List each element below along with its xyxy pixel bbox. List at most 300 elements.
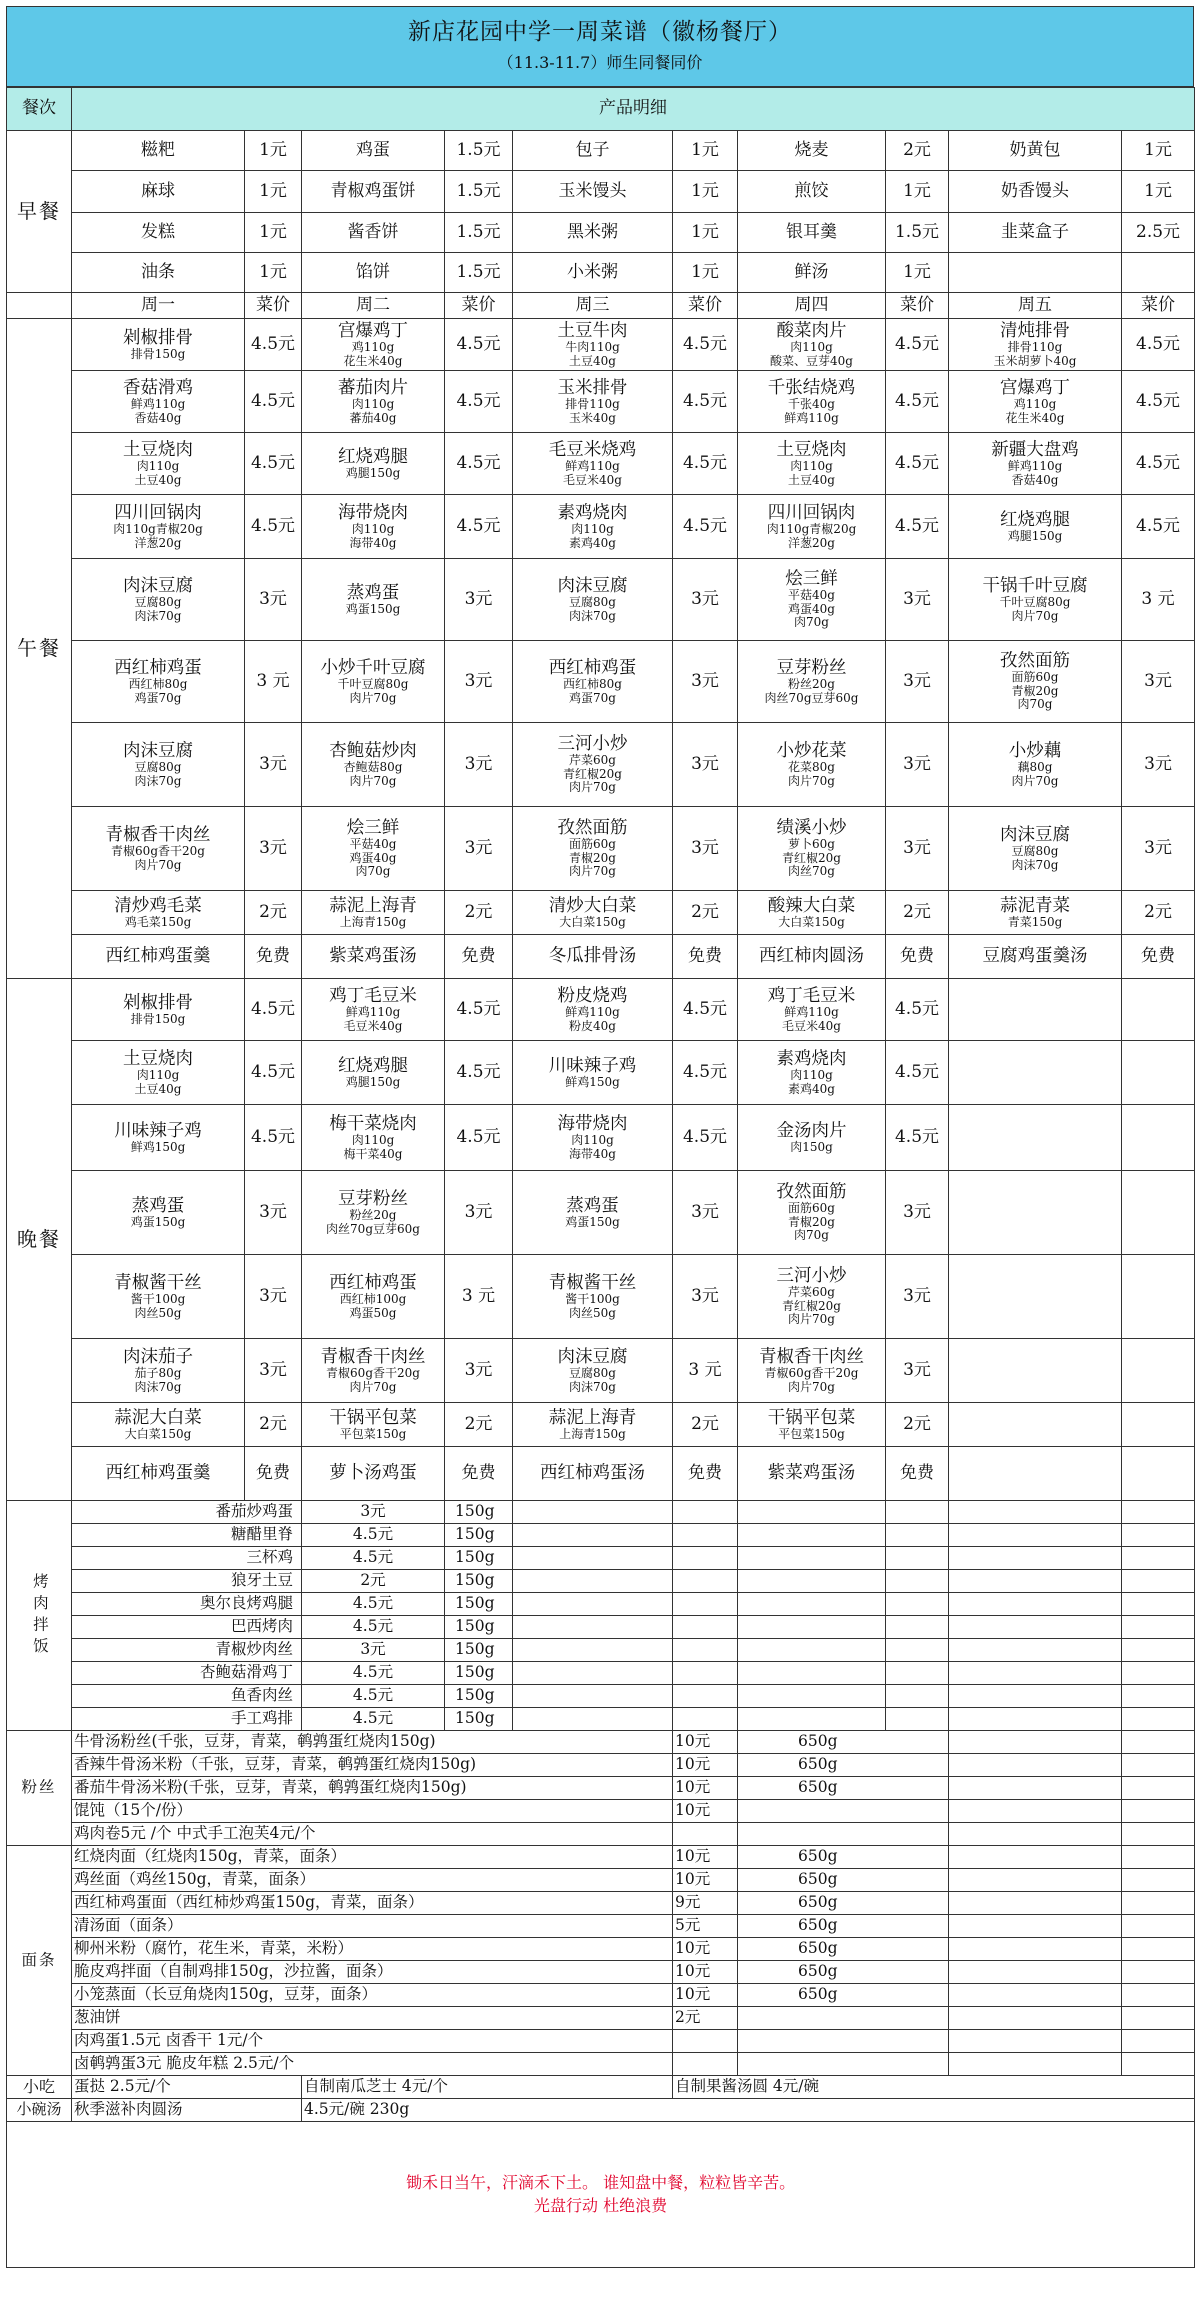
dish-ingredient: 肉110g [351,521,395,536]
dish-price: 3 元 [445,1255,513,1339]
dish-cell [72,433,245,495]
table-row [7,1754,1195,1777]
blank-cell [1122,1731,1195,1754]
dish-cell [302,1403,445,1447]
dish-name: 干锅平包菜 [767,1407,856,1428]
blank-cell [673,1593,738,1616]
dish-cell [513,935,673,979]
rice-item-weight: 150g [445,1685,513,1708]
menu-item-desc: 鸡肉卷5元 /个 中式手工泡芙4元/个 [72,1823,673,1846]
menu-item-weight: 650g [738,1754,949,1777]
dish-cell [949,495,1122,559]
dish-ingredient: 洋葱20g [134,535,182,550]
dish-ingredient: 肉丝70g豆芽60g [764,690,859,705]
menu-item-desc: 香辣牛骨汤米粉（千张，豆芽，青菜，鹌鹑蛋红烧肉150g) [72,1754,673,1777]
dish-ingredient: 土豆40g [569,353,616,368]
dish-name: 孜然面筋 [1000,650,1070,671]
blank-cell [1122,1041,1195,1105]
dish-name: 肉沫豆腐 [557,575,628,596]
dish-name: 素鸡烧肉 [557,502,628,523]
table-row [7,1616,1195,1639]
blank-cell [949,1892,1122,1915]
price-header: 菜价 [673,293,738,319]
dish-price: 4.5元 [886,319,949,371]
blank-cell [1122,2053,1195,2076]
dish-cell [302,979,445,1041]
blank-cell [1122,1524,1195,1547]
blank-cell [513,1570,673,1593]
table-row [7,1869,1195,1892]
menu-item-desc: 番茄牛骨汤米粉(千张，豆芽，青菜，鹌鹑蛋红烧肉150g) [72,1777,673,1800]
dish-name: 孜然面筋 [557,817,628,838]
blank-cell [1122,1339,1195,1403]
blank-cell [513,1708,673,1731]
blank-cell [1122,1570,1195,1593]
dish-price: 3 元 [1122,559,1195,641]
dish-name: 豆芽粉丝 [338,1188,408,1209]
menu-item-desc: 红烧肉面（红烧肉150g，青菜，面条） [72,1846,673,1869]
dish-name: 干锅平包菜 [329,1407,417,1428]
dish-ingredient: 大白菜150g [778,914,845,929]
rice-item-weight: 150g [445,1547,513,1570]
dish-cell [949,319,1122,371]
dish-ingredient: 毛豆米40g [563,472,622,487]
dish-ingredient: 鸡110g [351,339,395,354]
dish-cell [302,1105,445,1171]
dish-price: 3元 [245,807,302,891]
dish-price: 2元 [1122,891,1195,935]
dish-ingredient: 鸡110g [1013,396,1057,411]
blank-cell [886,1501,949,1524]
blank-cell [949,1501,1122,1524]
dish-cell [513,1339,673,1403]
dish-cell [72,1171,245,1255]
blank-cell [949,1524,1122,1547]
dish-name: 蕃茄肉片 [338,377,408,398]
breakfast-item-price: 1元 [673,171,738,213]
dish-ingredient: 青红椒20g [563,766,622,781]
dish-cell [738,559,886,641]
dish-price: 4.5元 [245,371,302,433]
dish-price: 4.5元 [886,1105,949,1171]
dish-price: 4.5元 [445,1041,513,1105]
dish-name: 素鸡烧肉 [776,1048,847,1069]
dish-name: 青椒香干肉丝 [759,1346,864,1367]
dish-ingredient: 毛豆米40g [343,1018,403,1033]
blank-cell [673,1524,738,1547]
dish-name: 冬瓜排骨汤 [548,946,637,967]
dish-price: 4.5元 [445,495,513,559]
dish-ingredient: 肉片70g [349,690,397,705]
detail-column-header: 产品明细 [72,88,1195,131]
blank-cell [1122,1593,1195,1616]
dish-cell [513,319,673,371]
dish-cell [72,1105,245,1171]
dish-ingredient: 肉150g [790,1139,833,1154]
table-row [7,2007,1195,2030]
blank-cell [1122,1777,1195,1800]
dish-price: 2元 [245,1403,302,1447]
dish-name: 金汤肉片 [776,1120,847,1141]
soup-price: 4.5元/碗 230g [302,2099,1195,2122]
dish-ingredient: 肉片70g [349,773,397,788]
dish-price: 3元 [445,807,513,891]
rice-item-price: 3元 [302,1639,445,1662]
menu-item-desc: 脆皮鸡拌面（自制鸡排150g，沙拉酱，面条） [72,1961,673,1984]
blank-cell [949,1685,1122,1708]
dish-ingredient: 大白菜150g [559,914,626,929]
weekday-header: 周五 [949,293,1122,319]
dish-cell [302,891,445,935]
dish-price: 3 元 [673,1339,738,1403]
snack-item: 自制南瓜芝士 4元/个 [302,2076,673,2099]
blank-cell [1122,1447,1195,1501]
dish-ingredient: 土豆40g [134,472,182,487]
blank-cell [949,1616,1122,1639]
blank-cell [1122,1961,1195,1984]
rice-item-name: 糖醋里脊 [72,1524,302,1547]
dish-name: 新疆大盘鸡 [991,439,1079,460]
dish-price: 3元 [886,1339,949,1403]
menu-item-price: 9元 [673,1892,738,1915]
dish-name: 青椒香干肉丝 [105,824,211,845]
table-row [7,1501,1195,1524]
table-row [7,723,1195,807]
dish-name: 红烧鸡腿 [338,446,408,467]
dish-price: 3元 [886,723,949,807]
table-row [7,891,1195,935]
dish-ingredient: 青椒60g香干20g [764,1365,859,1380]
table-row [7,1593,1195,1616]
dish-cell [513,807,673,891]
table-row [7,2053,1195,2076]
blank-cell [886,1570,949,1593]
dish-price: 2元 [673,891,738,935]
menu-item-desc: 鸡丝面（鸡丝150g，青菜，面条） [72,1869,673,1892]
dish-ingredient: 蕃茄40g [349,410,397,425]
dish-cell [302,723,445,807]
blank-cell [886,1708,949,1731]
rice-item-price: 4.5元 [302,1708,445,1731]
dish-ingredient: 西红柿100g [339,1291,407,1306]
rice-item-weight: 150g [445,1524,513,1547]
dish-price: 4.5元 [886,433,949,495]
blank-cell [738,1547,886,1570]
rice-item-name: 三杯鸡 [72,1547,302,1570]
menu-item-price: 10元 [673,1961,738,1984]
menu-item-price: 5元 [673,1915,738,1938]
dish-price: 4.5元 [445,319,513,371]
menu-item-weight: 650g [738,1984,949,2007]
footer-slogan [7,2122,1195,2268]
dish-cell [738,495,886,559]
dish-cell [72,807,245,891]
blank-cell [673,1547,738,1570]
dish-price: 4.5元 [1122,433,1195,495]
blank-cell [1122,979,1195,1041]
dish-cell [302,319,445,371]
table-row [7,371,1195,433]
dish-name: 剁椒排骨 [123,992,193,1013]
dish-ingredient: 玉米40g [569,410,616,425]
menu-item-desc: 馄饨（15个/份） [72,1800,673,1823]
dish-price: 3元 [445,1339,513,1403]
dish-price: 2元 [445,1403,513,1447]
blank-cell [513,1639,673,1662]
dish-cell [513,371,673,433]
blank-cell [513,1524,673,1547]
dish-ingredient: 青椒20g [569,850,616,865]
dish-cell [738,891,886,935]
dish-price: 免费 [1122,935,1195,979]
menu-item-price: 10元 [673,1731,738,1754]
dish-name: 宫爆鸡丁 [338,320,408,341]
dish-cell [949,723,1122,807]
table-row [7,293,1195,319]
breakfast-item-price: 1元 [245,253,302,293]
table-row [7,253,1195,293]
blank-cell [513,1547,673,1570]
dish-cell [72,319,245,371]
blank-cell [949,1041,1122,1105]
dish-ingredient: 面筋60g [569,836,616,851]
table-row [7,1403,1195,1447]
dish-name: 红烧鸡腿 [1000,509,1070,530]
rice-item-name: 青椒炒肉丝 [72,1639,302,1662]
blank-cell [949,1639,1122,1662]
breakfast-item-price: 1元 [1122,171,1195,213]
dish-cell [949,559,1122,641]
dish-price: 4.5元 [886,371,949,433]
dish-price: 4.5元 [673,433,738,495]
blank-cell [1122,1708,1195,1731]
blank-cell [1122,2007,1195,2030]
breakfast-item-name: 发糕 [72,213,245,253]
table-row [7,1171,1195,1255]
blank-cell [673,1685,738,1708]
dish-name: 孜然面筋 [776,1181,847,1202]
breakfast-item-price: 1.5元 [445,131,513,171]
dish-price: 3元 [445,559,513,641]
dish-price: 免费 [445,935,513,979]
menu-item-price [673,2030,738,2053]
dish-ingredient: 鸡腿150g [1007,528,1063,543]
dish-ingredient: 肉片70g [569,780,616,795]
table-row [7,979,1195,1041]
dish-ingredient: 青椒20g [1011,683,1059,698]
breakfast-item-price: 1元 [673,213,738,253]
blank-cell [673,1570,738,1593]
breakfast-item-name: 玉米馒头 [513,171,673,213]
dish-price: 3元 [245,723,302,807]
dish-price: 4.5元 [673,371,738,433]
table-row [7,807,1195,891]
dish-price: 免费 [245,1447,302,1501]
dish-ingredient: 鸡蛋40g [788,601,835,616]
breakfast-item-name [949,253,1122,293]
menu-table [6,87,1195,2268]
dish-cell [513,1447,673,1501]
table-row [7,1961,1195,1984]
blank-cell [1122,1869,1195,1892]
menu-item-weight [738,1823,949,1846]
dish-ingredient: 肉片70g [788,1312,835,1327]
dish-ingredient: 肉沫70g [134,773,182,788]
dish-price: 3元 [1122,723,1195,807]
dish-ingredient: 鸡蛋70g [569,690,616,705]
menu-item-weight: 650g [738,1869,949,1892]
dish-ingredient: 平菇40g [349,836,397,851]
dish-cell [949,891,1122,935]
table-row [7,1938,1195,1961]
breakfast-item-price: 1元 [245,213,302,253]
dish-ingredient: 芹菜60g [788,1284,835,1299]
blank-cell [7,293,72,319]
dish-cell [513,1171,673,1255]
dish-cell [72,1403,245,1447]
blank-cell [1122,1846,1195,1869]
dish-ingredient: 肉片70g [569,864,616,879]
blank-cell [949,1593,1122,1616]
dish-ingredient: 肉片70g [788,773,835,788]
blank-cell [886,1547,949,1570]
dish-price: 免费 [445,1447,513,1501]
dish-name: 烩三鲜 [346,817,400,838]
table-row [7,1041,1195,1105]
menu-item-desc: 葱油饼 [72,2007,673,2030]
dish-name: 西红柿鸡蛋 [329,1272,417,1293]
dish-ingredient: 青红椒20g [782,850,841,865]
dish-name: 土豆烧肉 [123,439,193,460]
dish-ingredient: 豆腐80g [569,1365,616,1380]
dish-ingredient: 鸡毛菜150g [124,914,192,929]
blank-cell [1122,1501,1195,1524]
dish-cell [302,495,445,559]
dish-cell [513,723,673,807]
rice-item-weight: 150g [445,1570,513,1593]
breakfast-item-name: 韭菜盒子 [949,213,1122,253]
dish-name: 毛豆米烧鸡 [548,439,637,460]
dish-ingredient: 千叶豆腐80g [999,594,1071,609]
meal-label-dinner: 晚餐 [7,979,72,1501]
dish-ingredient: 青红椒20g [782,1298,841,1313]
dish-ingredient: 酱干100g [565,1291,620,1306]
blank-cell [886,1639,949,1662]
breakfast-item-price: 1元 [673,131,738,171]
blank-cell [673,1662,738,1685]
dish-name: 剁椒排骨 [123,327,193,348]
dish-ingredient: 肉片70g [134,857,182,872]
dish-name: 海带烧肉 [557,1113,628,1134]
dish-ingredient: 西红柿80g [563,676,622,691]
dish-cell [72,1255,245,1339]
rice-item-name: 杏鲍菇滑鸡丁 [72,1662,302,1685]
dish-price: 4.5元 [445,1105,513,1171]
blank-cell [886,1593,949,1616]
breakfast-item-name: 鲜汤 [738,253,886,293]
dish-cell [738,641,886,723]
table-row [7,1892,1195,1915]
dish-price: 3元 [886,1255,949,1339]
menu-item-desc: 清汤面（面条） [72,1915,673,1938]
table-row [7,2076,1195,2099]
table-row [7,1255,1195,1339]
breakfast-item-price: 1.5元 [445,171,513,213]
dish-name: 肉沫豆腐 [123,740,193,761]
blank-cell [1122,1639,1195,1662]
blank-cell [949,1547,1122,1570]
dish-ingredient: 花生米40g [343,353,403,368]
breakfast-item-name: 煎饺 [738,171,886,213]
blank-cell [673,1708,738,1731]
blank-cell [949,1662,1122,1685]
dish-ingredient: 肉70g [794,1228,829,1243]
menu-item-weight [738,2030,949,2053]
rice-item-price: 4.5元 [302,1547,445,1570]
breakfast-item-name: 小米粥 [513,253,673,293]
price-header: 菜价 [245,293,302,319]
dish-name: 烩三鲜 [785,568,838,589]
dish-cell [302,1255,445,1339]
breakfast-item-price [1122,253,1195,293]
slogan-clean-plate: 光盘行动 杜绝浪费 [534,2195,668,2215]
breakfast-item-price: 2元 [886,131,949,171]
dish-cell [302,935,445,979]
table-row [7,2099,1195,2122]
dish-ingredient: 毛豆米40g [782,1018,841,1033]
table-row [7,1731,1195,1754]
dish-price: 4.5元 [245,979,302,1041]
dish-price: 免费 [673,1447,738,1501]
dish-ingredient: 鸡蛋50g [349,1305,397,1320]
dish-ingredient: 鸡腿150g [345,1074,401,1089]
breakfast-item-name: 奶香馒头 [949,171,1122,213]
breakfast-item-name: 银耳羹 [738,213,886,253]
dish-cell [738,1255,886,1339]
dish-cell [72,559,245,641]
page-subtitle: （11.3-11.7）师生同餐同价 [497,53,703,72]
blank-cell [513,1593,673,1616]
blank-cell [949,2053,1122,2076]
dish-ingredient: 萝卜60g [788,836,835,851]
menu-item-desc: 小笼蒸面（长豆角烧肉150g，豆芽，面条） [72,1984,673,2007]
dish-price: 4.5元 [1122,319,1195,371]
dish-price: 3元 [245,1339,302,1403]
dish-ingredient: 豆腐80g [134,759,182,774]
breakfast-item-name: 馅饼 [302,253,445,293]
blank-cell [949,1447,1122,1501]
dish-ingredient: 鲜鸡150g [565,1074,620,1089]
blank-cell [949,1339,1122,1403]
menu-item-price: 10元 [673,1777,738,1800]
menu-sheet [6,6,1194,2268]
dish-cell [513,979,673,1041]
table-row [7,319,1195,371]
rice-item-price: 4.5元 [302,1662,445,1685]
table-row [7,1777,1195,1800]
table-row [7,1685,1195,1708]
meal-label-noodles: 面条 [7,1846,72,2076]
dish-name: 土豆烧肉 [123,1048,193,1069]
dish-name: 土豆烧肉 [776,439,847,460]
breakfast-item-name: 鸡蛋 [302,131,445,171]
dish-ingredient: 肉110g青椒20g [766,521,857,536]
meal-label-soup: 小碗汤 [7,2099,72,2122]
dish-name: 西红柿鸡蛋羹 [105,946,211,967]
dish-ingredient: 土豆40g [788,472,835,487]
dish-name: 三河小炒 [776,1265,847,1286]
dish-cell [738,979,886,1041]
